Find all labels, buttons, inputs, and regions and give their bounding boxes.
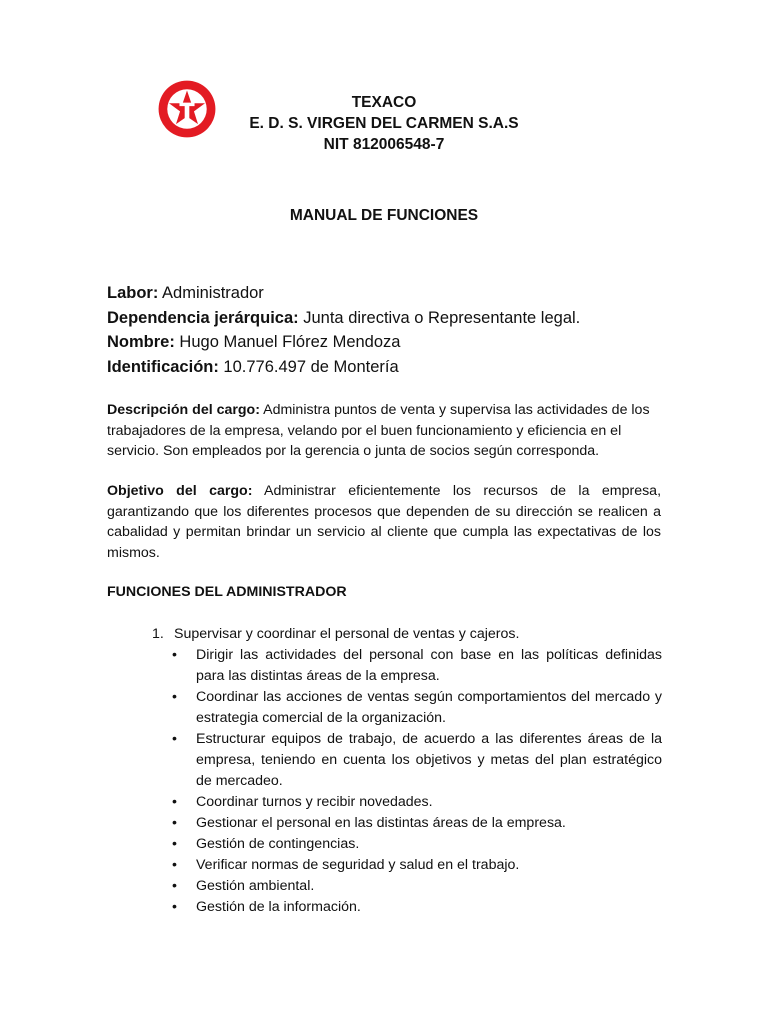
- dependencia-row: [107, 306, 580, 331]
- company-name: TEXACO: [351, 94, 417, 111]
- list-item: [152, 813, 662, 834]
- bullet-text: Verificar normas de seguridad y salud en el trabajo.: [196, 857, 520, 873]
- item-text: Supervisar y coordinar el personal de ventas y cajeros.: [174, 626, 520, 642]
- list-item: [152, 729, 662, 792]
- bullet-icon: •: [172, 857, 177, 873]
- bullet-text: Coordinar las acciones de ventas según comportamientos del mercado y estrategia comercial de la organización.: [196, 689, 662, 726]
- bullet-text: Dirigir las actividades del personal con base en las políticas definidas para las distintas áreas de la empresa.: [196, 647, 662, 684]
- bullet-icon: •: [172, 731, 177, 747]
- descripcion-paragraph: [107, 400, 661, 462]
- list-item: [152, 897, 662, 918]
- bullet-text: Gestión de la información.: [196, 899, 361, 915]
- list-item: [152, 687, 662, 729]
- nombre-value: Hugo Manuel Flórez Mendoza: [174, 333, 401, 351]
- item-number: 1.: [152, 626, 164, 642]
- labor-row: [107, 281, 580, 306]
- dependencia-value: Junta directiva o Representante legal.: [298, 308, 581, 327]
- funciones-title: FUNCIONES DEL ADMINISTRADOR: [107, 584, 347, 600]
- company-header: [200, 92, 568, 155]
- page-title: MANUAL DE FUNCIONES: [289, 207, 479, 224]
- bullet-text: Coordinar turnos y recibir novedades.: [196, 794, 433, 810]
- bullet-icon: •: [172, 836, 177, 852]
- numbered-item: [152, 624, 662, 645]
- identificacion-label: Identificación:: [107, 357, 219, 376]
- labor-value: Administrador: [158, 284, 264, 302]
- descripcion-text: Administra puntos de venta y supervisa las actividades de los trabajadores de la empresa, velando por el buen funcionamiento y eficiencia en el servicio. Son empleados por la gerencia o junta de socios según corresponda.: [107, 402, 650, 460]
- nombre-row: [107, 330, 580, 355]
- identificacion-value: 10.776.497 de Montería: [218, 357, 399, 376]
- identificacion-row: [107, 355, 580, 380]
- bullet-icon: •: [172, 899, 177, 915]
- list-item: [152, 834, 662, 855]
- company-nit: NIT 812006548-7: [323, 136, 445, 153]
- descripcion-label: Descripción del cargo:: [107, 402, 260, 418]
- bullet-list: [152, 645, 662, 918]
- bullet-text: Estructurar equipos de trabajo, de acuerdo a las diferentes áreas de la empresa, teniendo en cuenta los objetivos y metas del plan estratégico de mercadeo.: [196, 731, 662, 789]
- objetivo-text: Administrar eficientemente los recursos de la empresa, garantizando que los diferentes procesos que dependen de su dirección se realicen a cabalidad y permitan brindar un servicio al cliente que cumpla las expectativas de los mismos.: [107, 483, 662, 561]
- list-item: [152, 855, 662, 876]
- bullet-text: Gestionar el personal en las distintas áreas de la empresa.: [196, 815, 566, 831]
- list-item: [152, 645, 662, 687]
- bullet-icon: •: [172, 794, 177, 810]
- list-item: [152, 792, 662, 813]
- bullet-text: Gestión ambiental.: [196, 878, 315, 894]
- bullet-icon: •: [172, 647, 177, 663]
- dependencia-label: Dependencia jerárquica:: [107, 308, 299, 327]
- list-item: [152, 876, 662, 897]
- employee-info: [107, 281, 580, 379]
- bullet-icon: •: [172, 689, 177, 705]
- nombre-label: Nombre:: [107, 333, 175, 351]
- funciones-list: [152, 624, 662, 918]
- objetivo-label: Objetivo del cargo:: [107, 483, 253, 499]
- bullet-text: Gestión de contingencias.: [196, 836, 360, 852]
- bullet-icon: •: [172, 878, 177, 894]
- company-legal-name: E. D. S. VIRGEN DEL CARMEN S.A.S: [249, 115, 519, 132]
- objetivo-paragraph: [107, 481, 661, 563]
- bullet-icon: •: [172, 815, 177, 831]
- labor-label: Labor:: [107, 284, 159, 302]
